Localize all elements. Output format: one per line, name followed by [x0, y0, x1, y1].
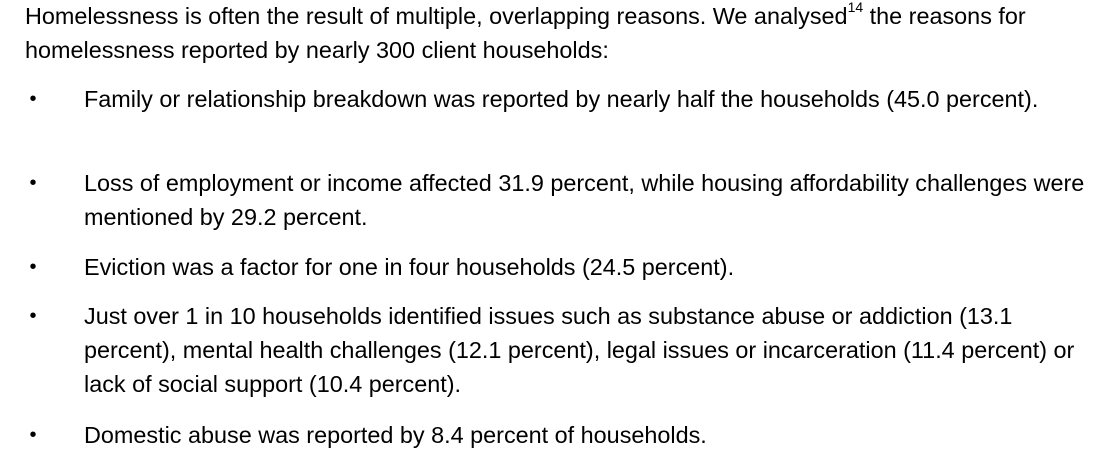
bullet-text: Eviction was a factor for one in four households (24.5 percent).	[84, 254, 735, 280]
bullet-text: Domestic abuse was reported by 8.4 percent of households.	[84, 422, 707, 448]
bullet-text: Family or relationship breakdown was reported by nearly half the households (45.0 percent).	[84, 86, 1039, 112]
bullet-point: •	[29, 256, 37, 278]
bullet-text: Loss of employment or income affected 31.9 percent, while housing affordability challenges were mentioned by 29.2 percent.	[84, 170, 1085, 230]
bullet-point: •	[29, 172, 37, 194]
bullet-point: •	[29, 305, 37, 327]
intro-text-after: the reasons for homelessness reported by nearly 300 client households:	[25, 3, 1026, 63]
bullet-text: Just over 1 in 10 households identified issues such as substance abuse or addiction (13.1 percent), mental health challenges (12.1 percent), legal issues or incarceration (11.4 percent) or lack of social support (10.4 percent).	[84, 303, 1075, 397]
bullet-point: •	[29, 88, 37, 110]
intro-text-before: Homelessness is often the result of multiple, overlapping reasons. We analysed	[25, 3, 848, 29]
footnote-reference[interactable]: 14	[847, 0, 864, 16]
bullet-point: •	[29, 424, 37, 446]
intro-paragraph	[25, 0, 1100, 67]
